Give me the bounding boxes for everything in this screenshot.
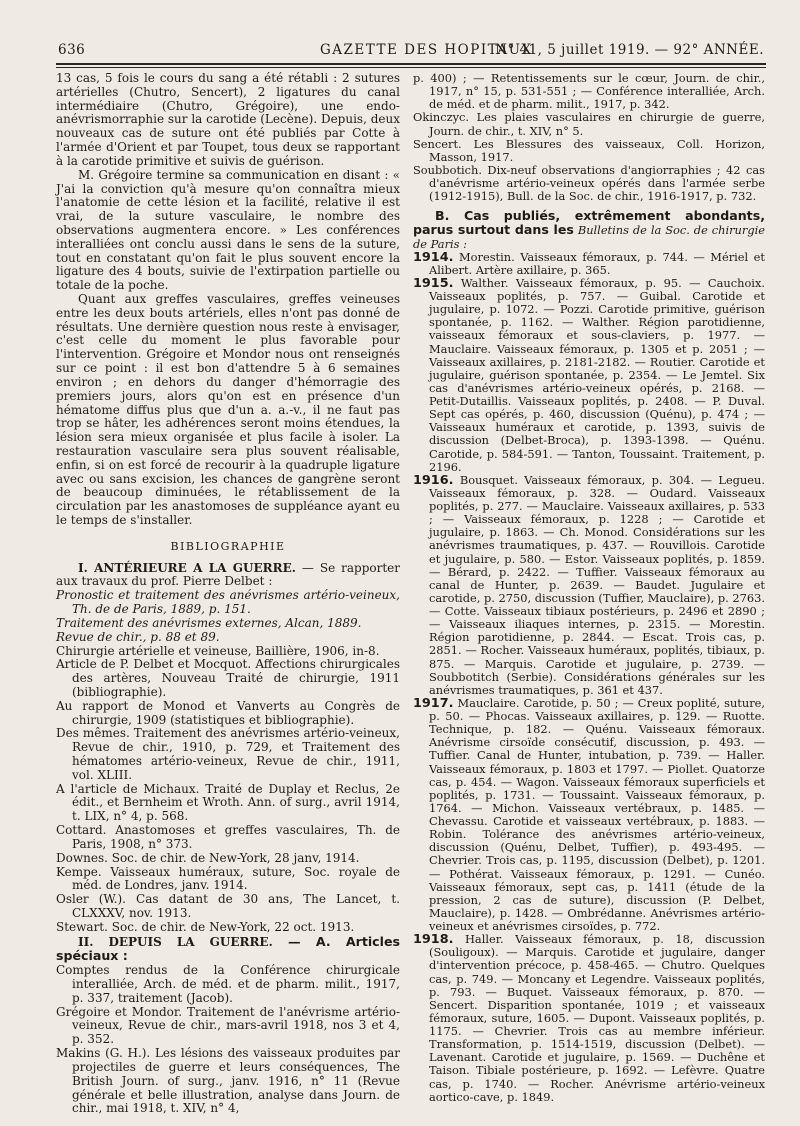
reference: A l'article de Michaux. Traité de Duplay et Reclus, 2e édit., et Bernheim et Wroth. Ann. of surg., avril 1914, t. LIX, n° 4, p. 568. bbox=[56, 781, 400, 824]
year-text: Bousquet. Vaisseaux fémoraux, p. 304. — Leguеu. Vaisseaux fémoraux, p. 328. — Oudard. Vaisseaux poplités, p. 277. — Mauclaire. Vaisseaux axillaires, p. 533 ; — Vaisseaux fémoraux, p. 1228 ; — Carotide et jugulaire, p. 1863. — Ch. Monod. Considérations sur les anévrismes traumatiques, p. 437. — Rouvillois. Carotide et jugulaire, p. 580. — Estor. Vaisseaux poplités, p. 1859. — Bérard, p. 2422. — Tuffier. Vaisseaux fémoraux au canal de Hunter, p. 2639. — Baudet. Jugulaire et carotide, p. 2750, discussion (Tuffier, Mauclaire), p. 2763. — Cotte. Vaisseaux tibiaux postérieurs, p. 2496 et 2890 ; — Vaisseaux iliaques internes, p. 2315. — Morestin. Région parotidienne, p. 2844. — Escat. Trois cas, p. 2851. — Rocher. Vaisseaux huméraux, poplités, tibiaux, p. 875. — Marquis. Carotide et jugulaire, p. 2739. — Soubbotitch (Serbie). Considérations générales sur les anévrismes traumatiques, p. 361 et 437. bbox=[429, 472, 766, 697]
reference: Kempe. Vaisseaux huméraux, suture, Soc. royale de méd. de Londres, janv. 1914. bbox=[56, 864, 400, 893]
left-column bbox=[56, 72, 400, 1116]
year-text: Haller. Vaisseaux fémoraux, p. 18, discussion (Souligoux). — Marquis. Carotide et jugulaire, danger d'intervention précoce, p. 458-465. — Chutro. Quelques cas, p. 749. — Moncany et Legendre. Vaisseaux poplités, p. 793. — Buquet. Vaisseaux fémoraux, p. 870. — Sencert. Disparition spontanée, 1019 ; et vaisseaux fémoraux, suture, 1605. — Dupont. Vaisseaux poplités, p. 1175. — Chevrier. Trois cas au membre inférieur. Transformation, p. 1514-1519, discussion (Delbet). — Lavenant. Carotide et jugulaire, p. 1569. — Duchêne et Taison. Tibiale postérieure, p. 1692. — Lefèvre. Quatre cas, p. 1740. — Rocher. Anévrisme artério-veineux aortico-cave, p. 1849. bbox=[429, 932, 765, 1104]
year-label: 1916. bbox=[413, 472, 454, 488]
year-entry bbox=[413, 474, 765, 697]
page-number: 636 bbox=[58, 42, 86, 58]
reference: Okinczyc. Les plaies vasculaires en chirurgie de guerre, Journ. de chir., t. XIV, n° 5. bbox=[413, 110, 765, 138]
section-text: Bulletins de la Soc. de chirurgie de Paris : bbox=[413, 223, 765, 251]
year-label: 1917. bbox=[413, 695, 454, 711]
paragraph: M. Grégoire termine sa communication en disant : « J'ai la conviction qu'à mesure qu'on connaîtra mieux l'anatomie de cette lésion et la facilité, relative il est vrai, de la suture vasculaire, le nombre des observations augmentera encore. » Les conférences interalliées ont conclu aussi dans le sens de la suture, tout en constatant qu'on fait le plus souvent encore la ligature des 4 bouts, suivie de l'extirpation partielle ou totale de la poche. bbox=[56, 167, 400, 293]
paragraph: 13 cas, 5 fois le cours du sang a été rétabli : 2 sutures artérielles (Chutro, Sencert), 2 ligatures du canal intermédiaire (Chutro, Grégoire), une endo-anévrismorraphie sur la carotide (Lecène). Depuis, deux nouveaux cas de suture ont été publiés par Cotte à l'armée d'Orient et par Toupet, tous deux se rapportant à la carotide primitive et suivis de guérison. bbox=[56, 71, 400, 168]
paragraph: Quant aux greffes vasculaires, greffes veineuses entre les deux bouts artériels, elles n'ont pas donné de résultats. Une dernière question nous reste à envisager, c'est celle du moment le plus favorable pour l'intervention. Grégoire et Mondor nous ont renseignés sur ce point : il est bon d'attendre 5 à 6 semaines environ ; en dehors du danger d'hémorragie des premiers jours, alors qu'on est en présence d'un hématome diffus plus que d'un a. a.-v., il ne faut pas trop se hâter, les adhérences seront moins étendues, la lésion sera mieux organisée et plus facile à isoler. La restauration vasculaire sera plus souvent réalisable, enfin, si on est forcé de recourir à la quadruple ligature avec ou sans excision, les chances de gangrène seront de beaucoup diminuées, le rétablissement de la circulation par les anastomoses de suppléance ayant eu le temps de s'installer. bbox=[56, 292, 400, 527]
section-label: B. Cas publiés, extrêmement abondants, parus surtout dans les bbox=[413, 208, 765, 238]
bibliography-heading: BIBLIOGRAPHIE bbox=[170, 539, 286, 553]
reference: Des mêmes. Traitement des anévrismes artério-veineux, Revue de chir., 1910, p. 729, et Traitement des hématomes artério-veineux, Revue de chir., 1911, vol. XLIII. bbox=[56, 726, 400, 782]
reference: Article de P. Delbet et Mocquot. Affections chirurgicales des artères, Nouveau Traité de chirurgie, 1911 (bibliographie). bbox=[56, 657, 400, 699]
section-heading bbox=[56, 935, 400, 965]
year-text: Walther. Vaisseaux fémoraux, p. 95. — Cauchoix. Vaisseaux poplités, p. 757. — Guibal. Carotide et jugulaire, p. 1072. — Pozzi. Carotide primitive, guérison spontanée, p. 1162. — Walther. Région parotidienne, vaisseaux fémoraux et sous-claviers, p. 1977. — Mauclaire. Vaisseaux fémoraux, p. 1305 et p. 2051 ; — Vaisseaux axillaires, p. 2181-2182. — Routier. Carotide et jugulaire, guérison spontanée, p. 2354. — Le Jemtel. Six cas d'anévrismes artério-veineux opérés, p. 2168. — Petit-Dutaillis. Vaisseaux poplités, p. 2408. — P. Duval. Sept cas opérés, p. 460, discussion (Quénu), p. 474 ; — Vaisseaux huméraux et carotide, p. 1393, suivis de discussion (Delbet-Broca), p. 1393-1398. — Quénu. Carotide, p. 584-591. — Tanton, Toussaint. Traitement, p. 2196. bbox=[429, 275, 765, 474]
year-label: 1915. bbox=[413, 275, 454, 291]
reference: Chirurgie artérielle et veineuse, Baillière, 1906, in-8. bbox=[56, 643, 380, 658]
section-heading bbox=[413, 209, 765, 250]
page-header bbox=[58, 42, 764, 64]
reference: Au rapport de Monod et Vanverts au Congrès de chirurgie, 1909 (statistiques et bibliographie). bbox=[56, 698, 400, 727]
year-entry bbox=[413, 697, 765, 933]
header-rule-thin bbox=[56, 67, 766, 68]
year-entry bbox=[413, 277, 765, 474]
journal-title: GAZETTE DES HOPITAUX bbox=[320, 42, 533, 58]
reference: Revue de chir., p. 88 et 89. bbox=[56, 629, 220, 644]
year-label: 1914. bbox=[413, 249, 454, 265]
section-label: II. DEPUIS LA GUERRE. bbox=[78, 934, 273, 949]
year-text: Mauclaire. Carotide, p. 50 ; — Creux poplité, suture, p. 50. — Phocas. Vaisseaux axillaires, p. 129. — Ruotte. Technique, p. 182. — Quénu. Vaisseaux fémoraux. Anévrisme cirsoïde consécutif, discussion, p. 493. — Tuffier. Canal de Hunter, intubation, p. 739. — Haller. Vaisseaux fémoraux, p. 1803 et 1797. — Piollet. Quatorze cas, p. 454. — Wagon. Vaisseaux fémoraux superficiels et poplités, p. 1731. — Toussaint. Vaisseaux fémoraux, p. 1764. — Michon. Vaisseaux vertébraux, p. 1485. — Chevassu. Carotide et vaisseaux vertébraux, p. 1883. — Robin. Tolérance des anévrismes artério-veineux, discussion (Quénu, Delbet, Tuffier), p. 493-495. — Chevrier. Trois cas, p. 1195, discussion (Delbet), p. 1201. — Pothérat. Vaisseaux fémoraux, p. 1291. — Cunéo. Vaisseaux fémoraux, sept cas, p. 1411 (étude de la pression, 2 cas de suture), discussion (P. Delbet, Mauclaire), p. 1428. — Ombrédanne. Anévrismes artério-veineux et anévrismes cirsoïdes, p. 772. bbox=[429, 695, 765, 933]
section-heading bbox=[56, 562, 400, 590]
reference: Makins (G. H.). Les lésions des vaisseaux produites par projectiles de guerre et leurs conséquences, The British Journ. of surg., janv. 1916, n° 11 (Revue générale et belle illustration, analyse dans Journ. de chir., mai 1918, t. XIV, n° 4, bbox=[56, 1046, 400, 1116]
section-text: — Se rapporter aux travaux du prof. Pierre Delbet : bbox=[56, 560, 400, 589]
year-label: 1918. bbox=[413, 932, 454, 948]
reference: Soubbotich. Dix-neuf observations d'angiorraphies ; 42 cas d'anévrisme artério-veineux opérés dans l'armée serbe (1912-1915), Bull. de la Soc. de chir., 1916-1917, p. 732. bbox=[413, 162, 765, 204]
section-text: — A. Articles spéciaux : bbox=[56, 933, 400, 964]
reference: Traitement des anévrismes externes, Alcan, 1889. bbox=[56, 615, 362, 630]
issue-date: N° 41, 5 juillet 1919. — 92° ANNÉE. bbox=[495, 42, 764, 58]
year-entry bbox=[413, 251, 765, 277]
reference: Downes. Soc. de chir. de New-York, 28 janv, 1914. bbox=[56, 850, 360, 865]
header-rule bbox=[56, 63, 766, 65]
right-column bbox=[413, 72, 765, 1104]
reference: Cottard. Anastomoses et greffes vasculaires, Th. de Paris, 1908, n° 373. bbox=[56, 823, 400, 851]
section-label: I. ANTÉRIEURE A LA GUERRE. bbox=[78, 560, 296, 575]
reference: Pronostic et traitement des anévrismes artério-veineux, Th. de de Paris, 1889, p. 151. bbox=[56, 588, 400, 617]
reference: Grégoire et Mondor. Traitement de l'anévrisme artério-veineux, Revue de chir., mars-avril 1918, nos 3 et 4, p. 352. bbox=[56, 1004, 400, 1047]
reference: Stewart. Soc. de chir. de New-York, 22 oct. 1913. bbox=[56, 919, 355, 934]
year-entry bbox=[413, 933, 765, 1104]
reference: Comptes rendus de la Conférence chirurgicale interalliée, Arch. de méd. et de pharm. milit., 1917, p. 337, traitement (Jacob). bbox=[56, 963, 400, 1005]
reference: Osler (W.). Cas datant de 30 ans, The Lancet, t. CLXXXV, nov. 1913. bbox=[56, 892, 400, 920]
year-text: Morestin. Vaisseaux fémoraux, p. 744. — Mériel et Alibert. Artère axillaire, p. 365. bbox=[429, 249, 765, 277]
reference: Sencert. Les Blessures des vaisseaux, Coll. Horizon, Masson, 1917. bbox=[413, 136, 765, 164]
reference: p. 400) ; — Retentissements sur le cœur, Journ. de chir., 1917, n° 15, p. 531-551 ; — Conférence interalliée, Arch. de méd. et de pharm. milit., 1917, p. 342. bbox=[413, 71, 765, 112]
